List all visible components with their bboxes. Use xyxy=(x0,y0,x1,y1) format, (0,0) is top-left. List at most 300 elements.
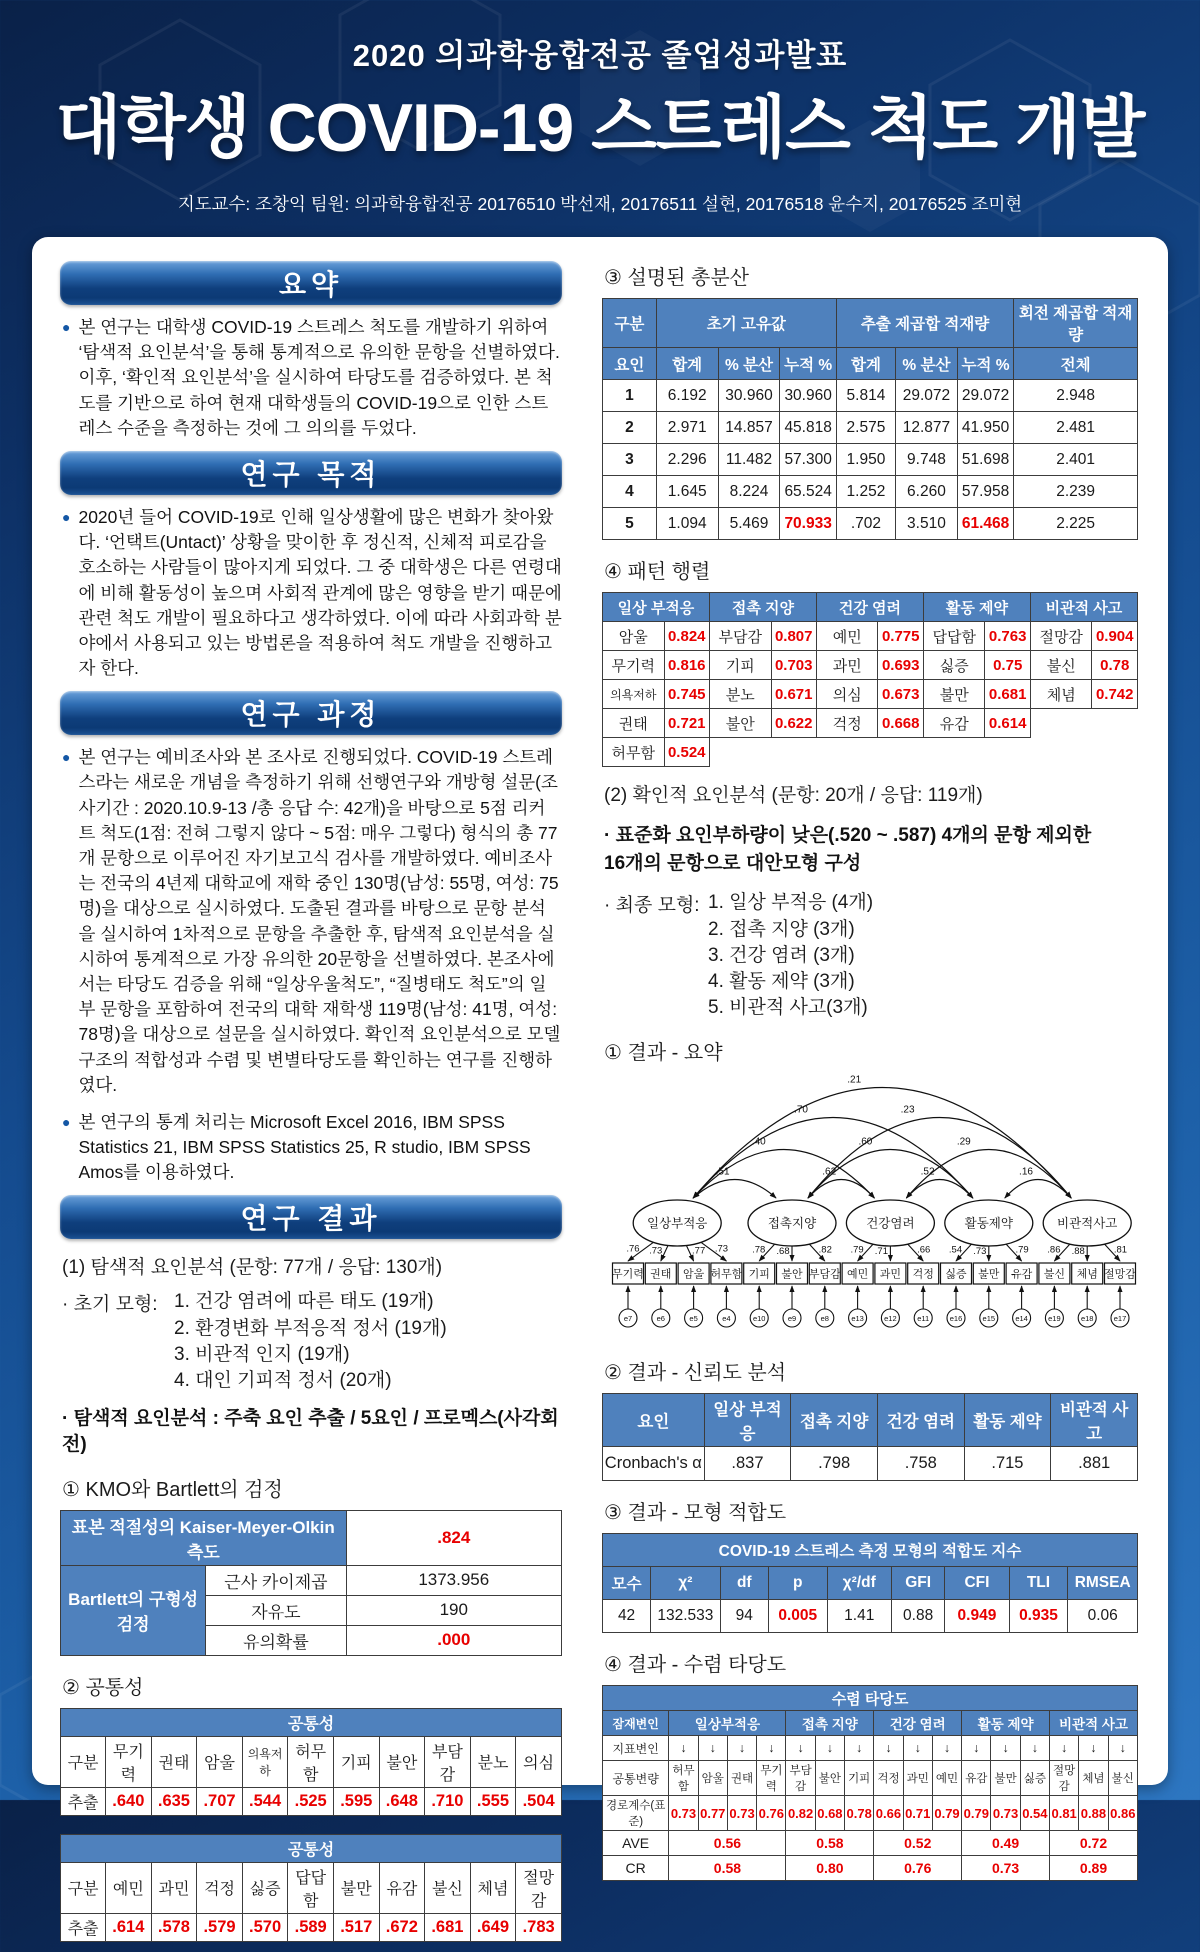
table-cell: ↓ xyxy=(1108,1736,1137,1761)
table-cell: .783 xyxy=(516,1913,562,1941)
table-cell: 권태 xyxy=(727,1761,756,1796)
table-row xyxy=(61,1913,562,1941)
table-header-cell: % 분산 xyxy=(718,348,780,380)
table-cell: 무기력 xyxy=(106,1736,152,1787)
svg-text:.73: .73 xyxy=(714,1244,729,1256)
table-cell: 0.703 xyxy=(771,651,816,680)
table-cell: 허무함 xyxy=(288,1736,334,1787)
table-cell: 절망감 xyxy=(1050,1761,1079,1796)
table-header-cell: 비관적 사고 xyxy=(1050,1711,1138,1736)
table-cell: 0.745 xyxy=(664,680,709,709)
table-cell: 불안 xyxy=(379,1736,425,1787)
table-cell: 57.300 xyxy=(780,444,836,476)
table-cell: AVE xyxy=(603,1831,669,1856)
svg-text:불신: 불신 xyxy=(1043,1268,1066,1281)
table-cell: .649 xyxy=(470,1913,516,1941)
table-cell: 0.816 xyxy=(664,651,709,680)
table-cell: 허무함 xyxy=(669,1761,698,1796)
list-item: 2. 접촉 지양 (3개) xyxy=(708,918,855,940)
table-header-cell: 합계 xyxy=(836,348,895,380)
table-cell: 0.775 xyxy=(878,622,923,651)
table-cell: 권태 xyxy=(151,1736,197,1787)
table-cell: 45.818 xyxy=(780,412,836,444)
section-title: 연구 과정 xyxy=(240,699,382,731)
initial-model-items xyxy=(174,1289,447,1394)
table-cell: 0.73 xyxy=(727,1796,756,1831)
kmo-heading: ① KMO와 Bartlett의 검정 xyxy=(62,1478,283,1501)
table-cell: 0.671 xyxy=(771,680,816,709)
table-cell: 0.80 xyxy=(786,1856,874,1881)
initial-model-label: · 초기 모형: xyxy=(62,1294,158,1316)
table-header-cell: 활동 제약 xyxy=(964,1394,1051,1447)
svg-text:활동제약: 활동제약 xyxy=(964,1216,1013,1231)
table-cell: 불신 xyxy=(1108,1761,1137,1796)
table-cell: Cronbach's α xyxy=(603,1447,705,1481)
table-row xyxy=(603,622,1138,651)
table-header-cell: 일상 부적응 xyxy=(603,593,710,622)
table-cell: 8.224 xyxy=(718,476,780,508)
table-cell: ↓ xyxy=(1050,1736,1079,1761)
table-cell: 0.56 xyxy=(669,1831,786,1856)
svg-text:.40: .40 xyxy=(751,1136,766,1148)
table-cell: 1.252 xyxy=(836,476,895,508)
svg-text:e11: e11 xyxy=(917,1314,930,1324)
table-cell: 0.668 xyxy=(878,709,923,738)
table-cell: 의욕저하 xyxy=(242,1736,288,1787)
svg-text:.52: .52 xyxy=(920,1166,935,1178)
table-cell: 9.748 xyxy=(896,444,958,476)
table-header-cell: 건강 염려 xyxy=(877,1394,964,1447)
table-cell: 기피 xyxy=(709,651,771,680)
table-header-cell: df xyxy=(720,1567,768,1600)
table-cell: 추출 xyxy=(61,1787,106,1815)
svg-text:절망감: 절망감 xyxy=(1104,1268,1136,1281)
table-row xyxy=(603,299,1138,348)
table-cell: 0.88 xyxy=(891,1600,945,1633)
list-item: 4. 활동 제약 (3개) xyxy=(708,970,855,992)
table-header-cell: p xyxy=(768,1567,827,1600)
table-header-cell: 잠재변인 xyxy=(603,1711,669,1736)
svg-text:.66: .66 xyxy=(917,1245,931,1257)
table-cell: 권태 xyxy=(603,709,665,738)
svg-text:e10: e10 xyxy=(752,1314,766,1324)
svg-text:e4: e4 xyxy=(722,1314,731,1324)
variance-table-container xyxy=(602,298,1138,540)
table-header-cell: 비관적 사고 xyxy=(1051,1394,1138,1447)
svg-text:e16: e16 xyxy=(949,1314,963,1324)
table-cell: 6.192 xyxy=(656,380,718,412)
svg-text:기피: 기피 xyxy=(748,1268,770,1281)
table-cell xyxy=(878,738,923,767)
reliability-table xyxy=(602,1393,1138,1481)
table-cell: 암울 xyxy=(603,622,665,651)
table-header-cell: 건강 염려 xyxy=(874,1711,962,1736)
table-cell: 추출 xyxy=(61,1913,106,1941)
table-cell: 0.742 xyxy=(1092,680,1138,709)
process-text-2: 본 연구의 통계 처리는 Microsoft Excel 2016, IBM SPSS Statistics 21, IBM SPSS Statistics 25, R studio, IBM SPSS Amos를 이용하였다. xyxy=(78,1111,531,1183)
table-cell: 29.072 xyxy=(896,380,958,412)
table-cell: 30.960 xyxy=(780,380,836,412)
svg-text:.68: .68 xyxy=(776,1246,790,1258)
table-cell: 0.614 xyxy=(985,709,1030,738)
table-cell: .681 xyxy=(425,1913,471,1941)
table-cell: 기피 xyxy=(845,1761,874,1796)
table-cell: 근사 카이제곱 xyxy=(206,1565,346,1595)
table-cell: 답답함 xyxy=(923,622,985,651)
table-header-cell: 공통성 xyxy=(61,1834,562,1862)
final-model-items xyxy=(708,890,873,1021)
table-header-cell: 접촉 지양 xyxy=(709,593,816,622)
final-model-list xyxy=(604,890,1138,1021)
table-cell: 0.673 xyxy=(878,680,923,709)
list-item: 5. 비관적 사고(3개) xyxy=(708,997,868,1019)
svg-text:무기력: 무기력 xyxy=(612,1268,644,1281)
table-cell: 공통변량 xyxy=(603,1761,669,1796)
table-cell: 0.79 xyxy=(932,1796,961,1831)
svg-text:.78: .78 xyxy=(752,1245,766,1257)
svg-text:.16: .16 xyxy=(1019,1166,1033,1178)
table-cell: 3 xyxy=(603,444,657,476)
table-cell: 51.698 xyxy=(957,444,1013,476)
table-header-cell: 활동 제약 xyxy=(923,593,1030,622)
svg-text:부담감: 부담감 xyxy=(808,1268,841,1281)
communality-table-1 xyxy=(60,1708,562,1816)
table-row xyxy=(603,444,1138,476)
table-cell: ↓ xyxy=(727,1736,756,1761)
table-cell: 절망감 xyxy=(1030,622,1092,651)
table-cell: 0.75 xyxy=(985,651,1030,680)
table-row xyxy=(603,412,1138,444)
table-cell: 유의확률 xyxy=(206,1625,346,1655)
table-cell: 체념 xyxy=(470,1862,516,1913)
table-cell: 부담감 xyxy=(709,622,771,651)
svg-text:일상부적응: 일상부적응 xyxy=(647,1216,708,1231)
table-cell: 1.645 xyxy=(656,476,718,508)
explained-variance-table xyxy=(602,298,1138,540)
table-header-cell: 일상 부적응 xyxy=(704,1394,791,1447)
svg-text:.81: .81 xyxy=(1113,1245,1128,1257)
table-cell: .710 xyxy=(425,1787,471,1815)
table-cell: 0.72 xyxy=(1050,1831,1138,1856)
table-cell: 유감 xyxy=(962,1761,991,1796)
table-cell: 걱정 xyxy=(816,709,878,738)
table-cell: 싫증 xyxy=(242,1862,288,1913)
table-row xyxy=(61,1708,562,1736)
table-cell: 유감 xyxy=(379,1862,425,1913)
table-cell xyxy=(985,738,1030,767)
table-cell: 무기력 xyxy=(603,651,665,680)
table-row xyxy=(603,1831,1138,1856)
svg-text:암울: 암울 xyxy=(682,1268,705,1281)
kmo-bartlett-table xyxy=(60,1510,562,1656)
svg-text:불만: 불만 xyxy=(978,1268,1000,1281)
bullet-icon xyxy=(62,749,70,1098)
table-cell: 0.73 xyxy=(669,1796,698,1831)
svg-text:.62: .62 xyxy=(822,1166,837,1178)
svg-text:.79: .79 xyxy=(850,1245,864,1257)
reliability-heading: ② 결과 - 신뢰도 분석 xyxy=(604,1362,787,1385)
table-row xyxy=(61,1510,562,1565)
table-cell: 0.52 xyxy=(874,1831,962,1856)
svg-text:e9: e9 xyxy=(787,1314,797,1324)
table-cell: 0.77 xyxy=(698,1796,727,1831)
table-cell: 체념 xyxy=(1079,1761,1108,1796)
table-cell: .715 xyxy=(964,1447,1051,1481)
table-cell: 0.76 xyxy=(874,1856,962,1881)
table-row xyxy=(603,1567,1138,1600)
table-cell: 0.763 xyxy=(985,622,1030,651)
variance-heading: ③ 설명된 총분산 xyxy=(604,267,749,289)
table-cell: .824 xyxy=(346,1510,561,1565)
table-cell: 2.481 xyxy=(1014,412,1138,444)
table-cell: 5 xyxy=(603,508,657,540)
table-cell: 1.41 xyxy=(827,1600,891,1633)
process-text-1: 본 연구는 예비조사와 본 조사로 진행되었다. COVID-19 스트레스라는 새로운 개념을 측정하기 위해 선행연구와 개방형 설문(조사기간 : 2020.10.9-13 /총 응답 수: 42개)을 바탕으로 5점 리커트 척도(1점: 전혀 그렇지 않다 ~ 5점: 매우 그렇다) 형식의 총 77개 문항으로 이루어진 자기보고식 검사를 개발하였다. 예비조사는 전국의 4년제 대학교에 재학 중인 130명(남성: 55명, 여성: 75명)을 대상으로 실시하였다. 도출된 결과를 바탕으로 문항 분석을 실시하여 1차적으로 문항을 추출한 후, 탐색적 요인분석을 실시하여 통계적으로 가장 유의한 20문항을 선별하였다. 본조사에서는 타당도 검증을 위해 “일상우울척도”, “질병태도 척도”의 일부 문항을 포함하여 전국의 대학 재학생 119명(남성: 41명, 여성: 78명)을 대상으로 설문을 실시하였다. 확인적 요인분석으로 모델 구조의 적합성과 수렴 및 변별타당도를 확인하는 연구를 진행하였다. xyxy=(78,747,561,1095)
table-cell: 0.76 xyxy=(757,1796,786,1831)
table-cell: 0.73 xyxy=(991,1796,1020,1831)
table-cell: 70.933 xyxy=(780,508,836,540)
table-cell: 불만 xyxy=(991,1761,1020,1796)
table-row xyxy=(61,1787,562,1815)
table-header-cell: Bartlett의 구형성 검정 xyxy=(61,1565,206,1655)
table-cell: 4 xyxy=(603,476,657,508)
svg-text:e18: e18 xyxy=(1080,1314,1094,1324)
table-cell: ↓ xyxy=(874,1736,903,1761)
table-cell: ↓ xyxy=(991,1736,1020,1761)
table-cell xyxy=(771,738,816,767)
table-cell: 0.524 xyxy=(664,738,709,767)
svg-text:.70: .70 xyxy=(794,1104,808,1116)
svg-text:싫증: 싫증 xyxy=(945,1268,967,1281)
section-banner-summary xyxy=(60,261,562,305)
table-row xyxy=(603,1796,1138,1831)
table-cell: 기피 xyxy=(333,1736,379,1787)
svg-text:e14: e14 xyxy=(1015,1314,1028,1324)
reliability-table-container xyxy=(602,1393,1138,1481)
table-cell: .000 xyxy=(346,1625,561,1655)
table-cell: 부담감 xyxy=(786,1761,815,1796)
svg-text:.73: .73 xyxy=(649,1245,663,1257)
table-cell: 1373.956 xyxy=(346,1565,561,1595)
table-header-cell: 구분 xyxy=(603,299,657,348)
table-cell: 의심 xyxy=(816,680,878,709)
table-cell: 0.622 xyxy=(771,709,816,738)
table-row xyxy=(61,1834,562,1862)
communality-heading: ② 공통성 xyxy=(62,1676,144,1699)
svg-text:.73: .73 xyxy=(973,1246,987,1258)
table-cell: 0.89 xyxy=(1050,1856,1138,1881)
table-cell: 1 xyxy=(603,380,657,412)
table-cell: 0.78 xyxy=(1092,651,1138,680)
table-header-cell: % 분산 xyxy=(896,348,958,380)
table-cell: 부담감 xyxy=(425,1736,471,1787)
table-header-cell: TLI xyxy=(1009,1567,1068,1600)
table-cell: 5.814 xyxy=(836,380,895,412)
table-cell: 과민 xyxy=(816,651,878,680)
table-cell: 2.225 xyxy=(1014,508,1138,540)
table-cell: 싫증 xyxy=(923,651,985,680)
table-cell: 2.239 xyxy=(1014,476,1138,508)
svg-text:접촉지양: 접촉지양 xyxy=(767,1216,817,1231)
fit-heading: ③ 결과 - 모형 적합도 xyxy=(604,1502,787,1525)
table-cell: 0.949 xyxy=(945,1600,1009,1633)
list-item: 3. 건강 염려 (3개) xyxy=(708,944,855,966)
table-cell: 14.857 xyxy=(718,412,780,444)
table-header-cell: 요인 xyxy=(603,348,657,380)
svg-text:e7: e7 xyxy=(623,1314,633,1324)
content-panel xyxy=(32,237,1168,1938)
table-cell: .881 xyxy=(1051,1447,1138,1481)
table-row xyxy=(603,1394,1138,1447)
table-cell: 0.79 xyxy=(962,1796,991,1831)
table-cell: 불안 xyxy=(815,1761,844,1796)
left-column xyxy=(60,257,562,1952)
table-row xyxy=(603,508,1138,540)
pattern-table-container xyxy=(602,592,1138,767)
list-item: 2. 환경변화 부적응적 정서 (19개) xyxy=(174,1317,447,1339)
table-cell: 1.950 xyxy=(836,444,895,476)
communality-tables-container xyxy=(60,1708,562,1942)
efa-intro: (1) 탐색적 요인분석 (문항: 77개 / 응답: 130개) xyxy=(62,1257,443,1279)
table-row xyxy=(603,348,1138,380)
list-item: 4. 대인 기피적 정서 (20개) xyxy=(174,1370,392,1392)
process-paragraph-2 xyxy=(60,1110,562,1186)
table-cell: CR xyxy=(603,1856,669,1881)
table-cell: 분노 xyxy=(709,680,771,709)
table-cell: 11.482 xyxy=(718,444,780,476)
table-cell: ↓ xyxy=(786,1736,815,1761)
model-fit-table xyxy=(602,1533,1138,1633)
table-row xyxy=(603,476,1138,508)
table-cell: 의심 xyxy=(516,1736,562,1787)
table-cell: 불만 xyxy=(923,680,985,709)
table-header-cell: 수렴 타당도 xyxy=(603,1686,1138,1711)
table-cell: .579 xyxy=(197,1913,243,1941)
table-row xyxy=(603,1447,1138,1481)
table-cell: 분노 xyxy=(470,1736,516,1787)
summary-text: 본 연구는 대학생 COVID-19 스트레스 척도를 개발하기 위하여 ‘탐색적 요인분석’을 통해 통계적으로 유의한 문항을 선별하였다. 이후, ‘확인적 요인분석’을 실시하여 타당도를 검증하였다. 본 척도를 기반으로 하여 현재 대학생들의 COVID-19으로 인한 스트레스 수준을 측정하는 것에 그 의의를 두었다. xyxy=(78,317,560,438)
pattern-matrix-table xyxy=(602,592,1138,767)
section-title: 연구 결과 xyxy=(240,1203,382,1235)
svg-text:e19: e19 xyxy=(1048,1314,1061,1324)
table-header-cell: 비관적 사고 xyxy=(1030,593,1137,622)
table-cell: ↓ xyxy=(757,1736,786,1761)
table-cell: 2 xyxy=(603,412,657,444)
table-cell: .635 xyxy=(151,1787,197,1815)
table-cell: 190 xyxy=(346,1595,561,1625)
summary-paragraph xyxy=(60,315,562,441)
svg-text:e13: e13 xyxy=(851,1314,864,1324)
table-cell: 0.58 xyxy=(786,1831,874,1856)
table-cell: .707 xyxy=(197,1787,243,1815)
purpose-paragraph xyxy=(60,505,562,681)
svg-text:e6: e6 xyxy=(656,1314,665,1324)
table-header-cell: χ²/df xyxy=(827,1567,891,1600)
table-cell: 절망감 xyxy=(516,1862,562,1913)
table-cell: 12.877 xyxy=(896,412,958,444)
table-cell: 65.524 xyxy=(780,476,836,508)
table-cell xyxy=(923,738,985,767)
cfa-note-2: 16개의 문항으로 대안모형 구성 xyxy=(604,852,862,874)
table-header-cell: 누적 % xyxy=(957,348,1013,380)
svg-text:체념: 체념 xyxy=(1076,1268,1098,1281)
svg-text:.21: .21 xyxy=(847,1074,862,1086)
table-cell: 0.58 xyxy=(669,1856,786,1881)
svg-text:e5: e5 xyxy=(689,1314,698,1324)
table-cell: 0.693 xyxy=(878,651,923,680)
table-cell: 유감 xyxy=(923,709,985,738)
table-cell: 29.072 xyxy=(957,380,1013,412)
table-cell xyxy=(709,738,771,767)
table-cell: 41.950 xyxy=(957,412,1013,444)
table-cell: ↓ xyxy=(845,1736,874,1761)
cfa-note-1: · 표준화 요인부하량이 낮은(.520 ~ .587) 4개의 문항 제외한 xyxy=(604,825,1092,846)
svg-text:.54: .54 xyxy=(948,1245,963,1257)
table-cell xyxy=(1092,709,1138,738)
table-cell: ↓ xyxy=(1020,1736,1049,1761)
efa-method-line: · 탐색적 요인분석 : 주축 요인 추출 / 5요인 / 프로멕스(사각회전) xyxy=(62,1408,559,1455)
pattern-heading: ④ 패턴 행렬 xyxy=(604,561,711,583)
diagram-heading: ① 결과 - 요약 xyxy=(604,1042,723,1065)
svg-text:e12: e12 xyxy=(884,1314,897,1324)
table-cell: 2.971 xyxy=(656,412,718,444)
table-header-cell: 공통성 xyxy=(61,1708,562,1736)
table-cell: .672 xyxy=(379,1913,425,1941)
table-header-cell: 전체 xyxy=(1014,348,1138,380)
table-row xyxy=(603,1736,1138,1761)
table-header-cell: COVID-19 스트레스 측정 모형의 적합도 지수 xyxy=(603,1534,1138,1567)
svg-text:e8: e8 xyxy=(820,1314,829,1324)
table-row xyxy=(603,651,1138,680)
table-cell: 예민 xyxy=(106,1862,152,1913)
table-header-cell: 요인 xyxy=(603,1394,705,1447)
table-row xyxy=(603,1686,1138,1711)
fit-table-container xyxy=(602,1533,1138,1633)
section-banner-results xyxy=(60,1195,562,1239)
table-cell: 불안 xyxy=(709,709,771,738)
table-cell: 과민 xyxy=(903,1761,932,1796)
table-cell: 0.82 xyxy=(786,1796,815,1831)
svg-text:권태: 권태 xyxy=(650,1268,672,1281)
svg-text:.77: .77 xyxy=(692,1245,706,1257)
table-row xyxy=(61,1565,562,1595)
bullet-icon xyxy=(62,509,70,681)
table-row xyxy=(603,1711,1138,1736)
table-cell: 2.948 xyxy=(1014,380,1138,412)
list-item: 1. 일상 부적응 (4개) xyxy=(708,892,874,914)
table-header-cell: 활동 제약 xyxy=(962,1711,1050,1736)
table-row xyxy=(603,593,1138,622)
table-cell: 30.960 xyxy=(718,380,780,412)
svg-text:.79: .79 xyxy=(1015,1245,1029,1257)
section-banner-process xyxy=(60,691,562,735)
table-cell: 암울 xyxy=(698,1761,727,1796)
table-row xyxy=(603,1761,1138,1796)
table-cell: .544 xyxy=(242,1787,288,1815)
poster-title: 대학생 COVID-19 스트레스 척도 개발 xyxy=(55,90,1145,166)
table-cell: 의욕저하 xyxy=(603,680,665,709)
table-header-cell: 추출 제곱합 적재량 xyxy=(836,299,1013,348)
table-cell: 걱정 xyxy=(197,1862,243,1913)
table-row xyxy=(603,1856,1138,1881)
svg-text:.23: .23 xyxy=(900,1104,915,1116)
list-item: 1. 건강 염려에 따른 태도 (19개) xyxy=(174,1291,434,1313)
table-cell: .702 xyxy=(836,508,895,540)
table-cell: .648 xyxy=(379,1787,425,1815)
svg-text:비관적사고: 비관적사고 xyxy=(1057,1216,1118,1231)
convergent-table-container xyxy=(602,1685,1138,1881)
table-row xyxy=(603,380,1138,412)
